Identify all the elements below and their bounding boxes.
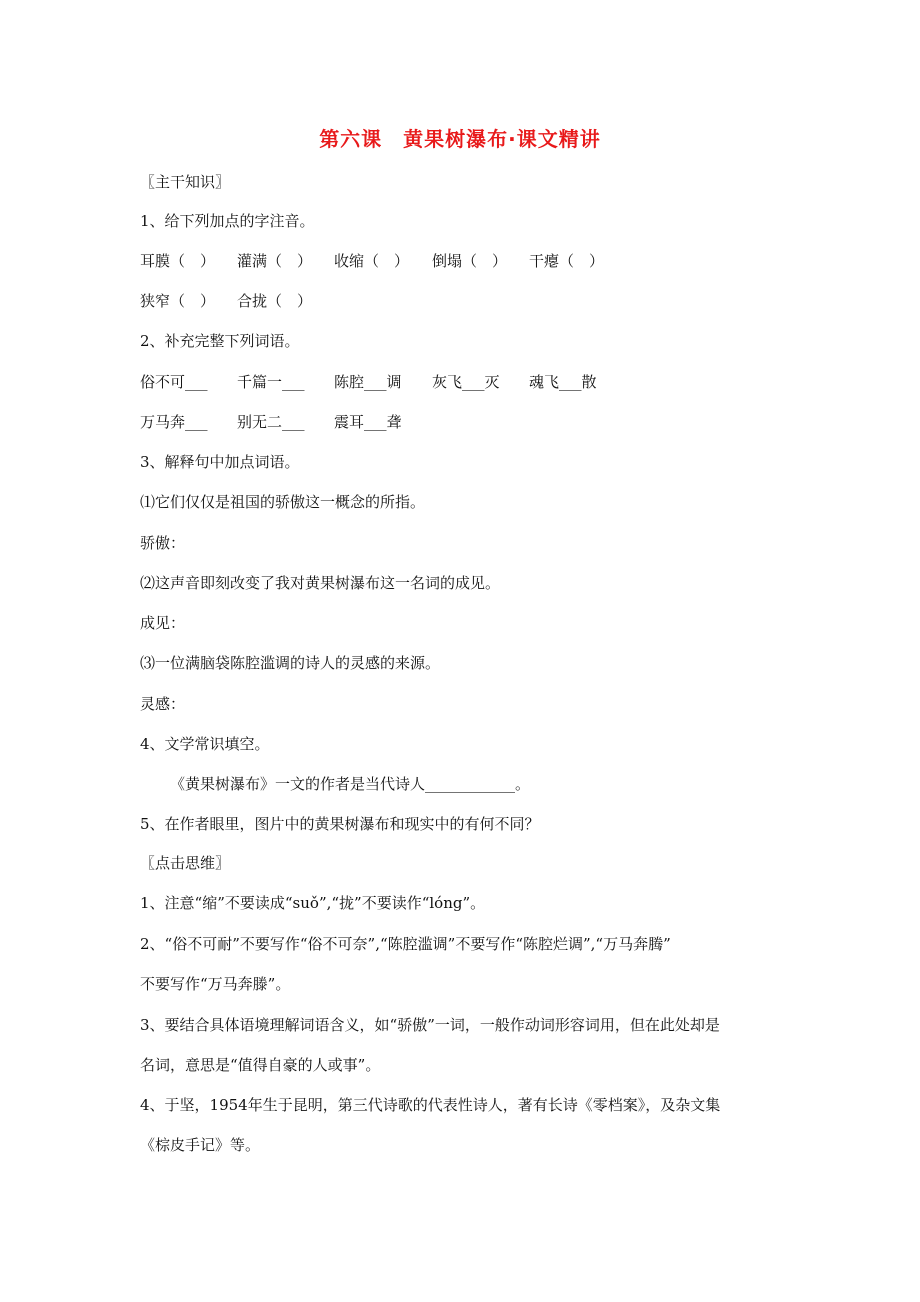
question-4: 4、文学常识填空。	[140, 735, 270, 753]
pinyin-item: 耳膜（ ）	[140, 252, 216, 270]
question-3-answer-3: 灵感：	[140, 695, 186, 713]
page-title: 第六课 黄果树瀑布·课文精讲	[319, 127, 601, 151]
idiom-item: 震耳___聋	[334, 413, 402, 431]
idiom-item: 俗不可___	[140, 373, 208, 391]
idiom-item: 陈腔___调	[334, 373, 402, 391]
question-3-sentence-3: ⑶一位满脑袋陈腔滥调的诗人的灵感的来源。	[140, 654, 441, 672]
idiom-item: 千篇一___	[237, 373, 305, 391]
question-3-answer-2: 成见：	[140, 614, 186, 632]
tip-3-line-1: 3、要结合具体语境理解词语含义，如“骄傲”一词，一般作动词形容词用，但在此处却是	[140, 1016, 720, 1034]
tip-1: 1、注意“缩”不要读成“suǒ”,“拢”不要读作“lóng”。	[140, 894, 486, 912]
question-4-fill-blank: 《黄果树瀑布》一文的作者是当代诗人____________。	[170, 775, 531, 793]
question-3: 3、解释句中加点词语。	[140, 453, 300, 471]
tip-4-line-2: 《棕皮手记》等。	[140, 1136, 261, 1154]
question-5: 5、在作者眼里，图片中的黄果树瀑布和现实中的有何不同？	[140, 815, 540, 833]
pinyin-item: 合拢（ ）	[237, 292, 313, 310]
idiom-item: 魂飞___散	[529, 373, 597, 391]
pinyin-item: 收缩（ ）	[334, 252, 410, 270]
idiom-item: 灰飞___灭	[432, 373, 500, 391]
idiom-item: 万马奔___	[140, 413, 208, 431]
section-heading-main-knowledge: 〖主干知识〗	[140, 173, 231, 191]
tip-2-line-2: 不要写作“万马奔滕”。	[140, 975, 291, 993]
question-2: 2、补充完整下列词语。	[140, 332, 300, 350]
section-heading-thinking: 〖点击思维〗	[140, 854, 231, 872]
question-3-sentence-1: ⑴它们仅仅是祖国的骄傲这一概念的所指。	[140, 493, 426, 511]
question-3-answer-1: 骄傲：	[140, 534, 186, 552]
tip-4-line-1: 4、于坚，1954年生于昆明，第三代诗歌的代表性诗人，著有长诗《零档案》，及杂文集	[140, 1096, 721, 1114]
idiom-item: 别无二___	[237, 413, 305, 431]
question-3-sentence-2: ⑵这声音即刻改变了我对黄果树瀑布这一名词的成见。	[140, 574, 501, 592]
tip-2-line-1: 2、“俗不可耐”不要写作“俗不可奈”,“陈腔滥调”不要写作“陈腔烂调”,“万马奔腾”	[140, 935, 671, 953]
question-1: 1、给下列加点的字注音。	[140, 212, 315, 230]
pinyin-item: 狭窄（ ）	[140, 292, 216, 310]
tip-3-line-2: 名词，意思是“值得自豪的人或事”。	[140, 1056, 381, 1074]
pinyin-item: 灌满（ ）	[237, 252, 313, 270]
pinyin-item: 干瘪（ ）	[529, 252, 605, 270]
pinyin-item: 倒塌（ ）	[432, 252, 508, 270]
